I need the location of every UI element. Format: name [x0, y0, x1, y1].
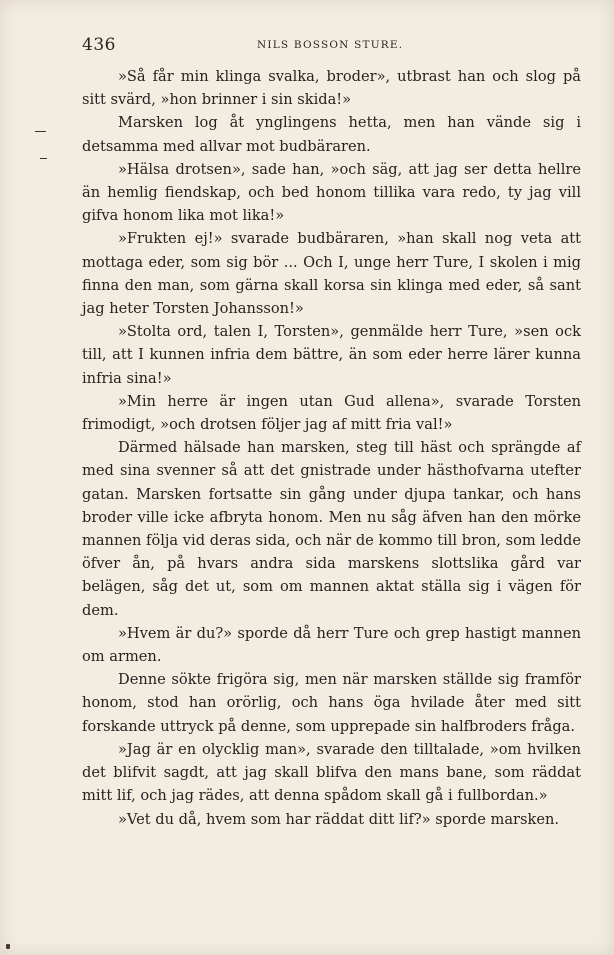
page-header: [82, 35, 582, 59]
margin-mark: [35, 131, 46, 132]
margin-mark: [40, 158, 47, 159]
page-number: 436: [82, 35, 116, 55]
paragraph: »Vet du då, hvem som har räddat ditt lif?» sporde marsken.: [118, 810, 559, 828]
paragraph: »Hvem är du?» sporde då herr Ture och grep hastigt mannen om armen.: [82, 624, 581, 666]
paragraph: »Frukten ej!» svarade budbäraren, »han skall nog veta att mottaga eder, som sig bör ... Och I, unge herr Ture, I skolen i mig finna den man, som gärna skall korsa sin klinga med eder, så sant jag heter Torsten Johansson!»: [82, 230, 581, 318]
page-blemish: [6, 944, 10, 949]
paragraph: »Stolta ord, talen I, Torsten», genmälde herr Ture, »sen ock till, att I kunnen infria dem bättre, än som eder herre lärer kunna infria sina!»: [82, 323, 581, 387]
body-text: [82, 65, 581, 831]
paragraph: »Så får min klinga svalka, broder», utbrast han och slog på sitt svärd, »hon brinner i sin skida!»: [82, 68, 581, 109]
running-head: NILS BOSSON STURE.: [257, 39, 404, 51]
paragraph: Denne sökte frigöra sig, men när marsken ställde sig framför honom, stod han orörlig, och hans öga hvilade åter med sitt forskande uttryck på denne, som upprepade sin halfbroders fråga.: [82, 671, 581, 735]
paragraph: »Hälsa drotsen», sade han, »och säg, att jag ser detta hellre än hemlig fiendskap, och bed honom tillika vara redo, ty jag vill gifva honom lika mot lika!»: [82, 160, 581, 225]
paragraph: »Jag är en olycklig man», svarade den tilltalade, »om hvilken det blifvit sagdt, att jag skall blifva den mans bane, som räddat mitt lif, och jag rädes, att denna spådom skall gå i fullbordan.»: [82, 740, 581, 805]
paragraph: »Min herre är ingen utan Gud allena», svarade Torsten frimodigt, »och drotsen följer jag af mitt fria val!»: [82, 392, 581, 434]
paragraph: Marsken log åt ynglingens hetta, men han vände sig i detsamma med allvar mot budbäraren.: [82, 114, 581, 155]
paragraph: Därmed hälsade han marsken, steg till häst och sprängde af med sina svenner så att det gnistrade under hästhofvarna utefter gatan. Marsken fortsatte sin gång under djupa tankar, och hans broder ville icke afbryta honom. Men nu såg äfven han den mörke mannen följa vid deras sida, och när de kommo till bron, som ledde öfver ån, på hvars andra sida marskens slottslika gård var belägen, såg det ut, som om mannen aktat ställa sig i vägen för dem.: [82, 439, 581, 619]
